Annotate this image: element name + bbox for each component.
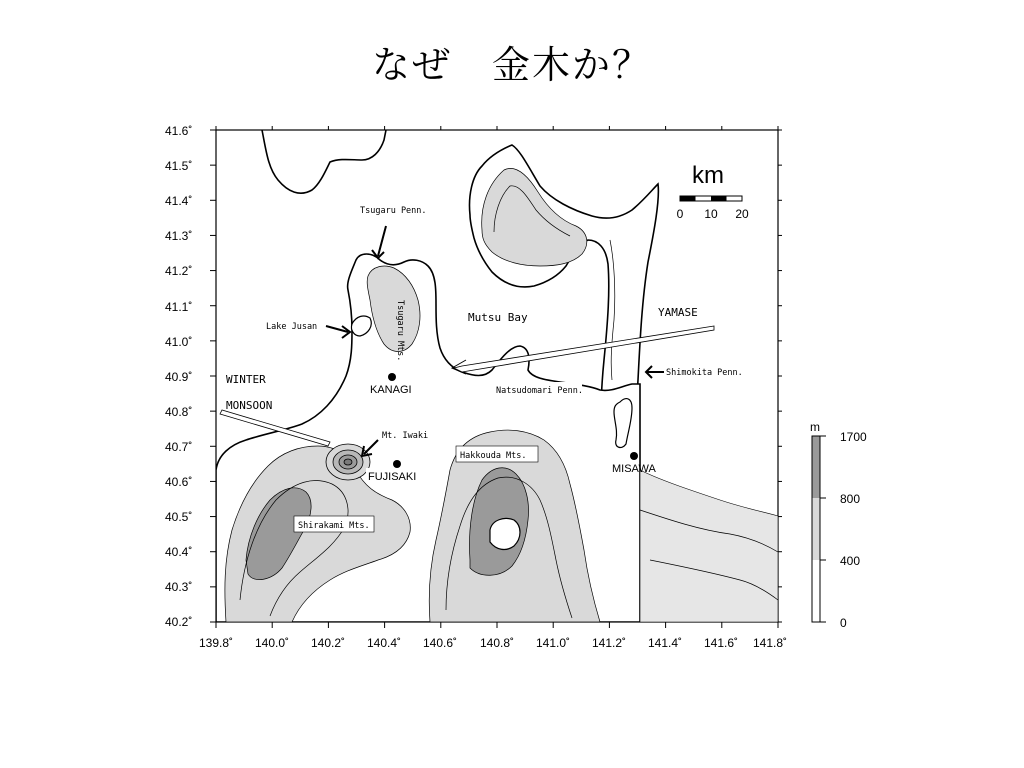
- mt-iwaki-label: Mt. Iwaki: [382, 431, 429, 441]
- shirakami-label: Shirakami Mts.: [298, 521, 370, 531]
- lat-tick-label: 41.2˚: [165, 264, 193, 278]
- lon-tick-label: 141.0˚: [535, 636, 571, 650]
- misawa-label: MISAWA: [612, 463, 656, 475]
- elevation-bar-mid: [812, 498, 820, 560]
- monsoon-label: MONSOON: [226, 399, 273, 412]
- relief-hakkouda-peak: [490, 518, 520, 549]
- scale-bar-seg: [711, 196, 727, 201]
- lat-tick-label: 40.8˚: [165, 405, 193, 419]
- slide-title: なぜ 金木か？: [371, 43, 652, 87]
- lon-tick-label: 141.6˚: [703, 636, 739, 650]
- lat-tick-label: 40.7˚: [165, 440, 193, 454]
- elevation-tick-label: 0: [840, 616, 847, 630]
- yamase-label: YAMASE: [658, 306, 698, 319]
- lat-tick-label: 40.4˚: [165, 545, 193, 559]
- hakkouda-label: Hakkouda Mts.: [460, 451, 527, 461]
- lake-jusan-label: Lake Jusan: [266, 322, 318, 332]
- lat-tick-label: 40.2˚: [165, 615, 193, 629]
- lat-tick-label: 41.5˚: [165, 159, 193, 173]
- scale-tick-label: 10: [704, 207, 718, 221]
- fujisaki-label: FUJISAKI: [368, 471, 417, 483]
- mutsu-bay-label: Mutsu Bay: [468, 311, 528, 324]
- lon-tick-label: 140.8˚: [479, 636, 515, 650]
- lat-tick-label: 40.9˚: [165, 370, 193, 384]
- lat-tick-label: 40.3˚: [165, 580, 193, 594]
- kanagi-marker: [388, 373, 396, 381]
- elevation-unit-label: m: [810, 420, 820, 434]
- lon-tick-label: 141.4˚: [647, 636, 683, 650]
- lat-tick-label: 41.3˚: [165, 229, 193, 243]
- lat-tick-label: 41.0˚: [165, 335, 193, 349]
- lat-tick-label: 41.1˚: [165, 300, 193, 314]
- lon-tick-label: 139.8˚: [198, 636, 234, 650]
- lat-tick-label: 40.6˚: [165, 475, 193, 489]
- shimokita-label: Shimokita Penn.: [666, 368, 743, 378]
- lon-tick-label: 140.2˚: [310, 636, 346, 650]
- elevation-tick-label: 800: [840, 492, 861, 506]
- scale-tick-label: 0: [676, 207, 684, 221]
- natsudomari-label: Natsudomari Penn.: [496, 386, 583, 396]
- tsugaru-penn-label: Tsugaru Penn.: [360, 206, 427, 216]
- scale-tick-label: 20: [735, 207, 749, 221]
- lon-tick-label: 140.6˚: [422, 636, 458, 650]
- tsugaru-mts-label: Tsugaru Mts.: [395, 300, 405, 362]
- scale-bar-seg: [680, 196, 696, 201]
- lat-tick-label: 41.6˚: [165, 124, 193, 138]
- elevation-bar-high: [812, 436, 820, 498]
- elevation-tick-label: 400: [840, 554, 861, 568]
- lon-tick-label: 140.4˚: [366, 636, 402, 650]
- lat-tick-labels: [165, 124, 192, 629]
- misawa-marker: [630, 452, 638, 460]
- elevation-tick-label: 1700: [840, 430, 867, 444]
- lon-tick-label: 141.8˚: [752, 636, 788, 650]
- lon-tick-label: 140.0˚: [254, 636, 290, 650]
- elevation-legend: [810, 420, 867, 630]
- fujisaki-marker: [393, 460, 401, 468]
- scale-unit-label: km: [692, 162, 724, 189]
- lat-tick-label: 41.4˚: [165, 194, 193, 208]
- lon-tick-labels: [199, 636, 787, 650]
- winter-label: WINTER: [226, 373, 266, 386]
- lon-tick-label: 141.2˚: [591, 636, 627, 650]
- kanagi-label: KANAGI: [370, 384, 412, 396]
- lat-tick-label: 40.5˚: [165, 510, 193, 524]
